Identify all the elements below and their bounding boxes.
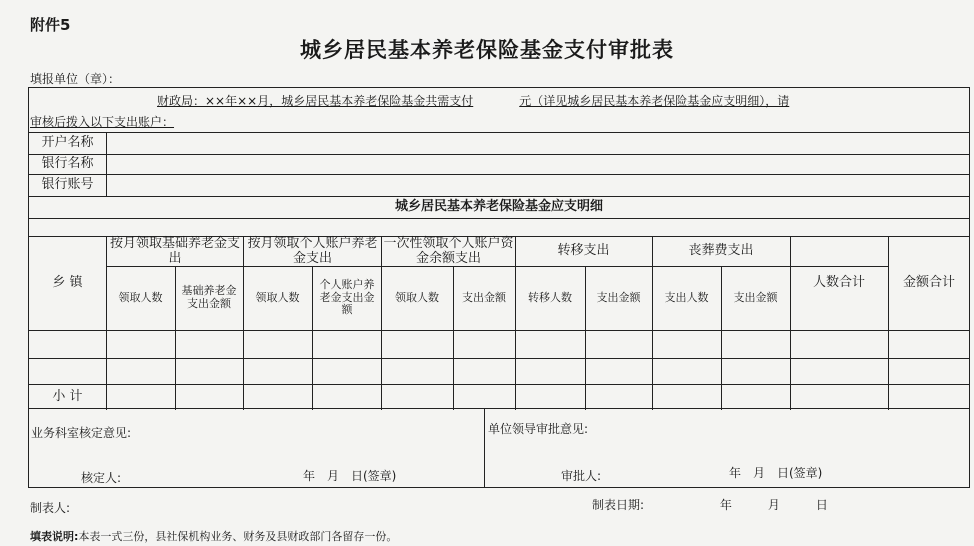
form-date-label: 制表日期: bbox=[592, 498, 645, 512]
town-column-header: 乡 镇 bbox=[52, 274, 83, 290]
sub-header-transfer-people: 转移人数 bbox=[528, 290, 572, 304]
notice-line-1 bbox=[157, 92, 789, 109]
notice-line-2: 审核后拨入以下支出账户： bbox=[30, 115, 175, 129]
funeral-header: 丧葬费支出 bbox=[688, 242, 754, 258]
form-date-value: 年 月 日 bbox=[719, 498, 828, 512]
fill-instructions bbox=[30, 528, 397, 544]
sub-header-personal-amount: 个人账户养老金支出金额 bbox=[319, 278, 375, 317]
total-people-header: 人数合计 bbox=[812, 274, 865, 290]
fill-instructions-text: 本表一式三份，县社保机构业务、财务及县财政部门各留存一份。 bbox=[78, 530, 398, 543]
notice-line-1-text: 财政局：××年××月，城乡居民基本养老保险基金共需支付 bbox=[157, 94, 474, 108]
monthly-basic-header: 按月领取基础养老金支出 bbox=[109, 235, 240, 266]
form-title: 城乡居民基本养老保险基金支付审批表 bbox=[300, 38, 674, 62]
verifier-label: 核定人: bbox=[81, 471, 122, 485]
form-date bbox=[592, 496, 828, 513]
approver-label: 审批人: bbox=[561, 469, 602, 483]
sub-header-transfer-amount: 支出金额 bbox=[596, 290, 641, 304]
bank-account-label: 银行账号 bbox=[41, 176, 94, 192]
detail-section-title: 城乡居民基本养老保险基金应支明细 bbox=[394, 198, 603, 214]
lump-sum-header: 一次性领取个人账户资金余额支出 bbox=[383, 235, 514, 266]
filler-unit-label: 填报单位（章）： bbox=[30, 72, 121, 86]
sub-header-lump-amount: 支出金额 bbox=[462, 290, 506, 304]
leader-opinion-label: 单位领导审批意见: bbox=[488, 422, 589, 436]
sub-header-recipients-2: 领取人数 bbox=[255, 290, 300, 304]
sub-header-recipients-3: 领取人数 bbox=[395, 290, 439, 304]
sub-header-recipients: 领取人数 bbox=[118, 290, 163, 304]
notice-line-1-tail: 元（详见城乡居民基本养老保险基金应支明细），请 bbox=[519, 94, 790, 108]
sub-header-basic-amount: 基础养老金支出金额 bbox=[181, 284, 237, 310]
dept-opinion-label: 业务科室核定意见: bbox=[31, 426, 132, 440]
account-name-label: 开户名称 bbox=[41, 134, 94, 150]
verifier-date: 年 月 日(签章) bbox=[303, 469, 397, 483]
total-amount-header: 金额合计 bbox=[902, 274, 955, 290]
approver-date: 年 月 日(签章) bbox=[729, 466, 823, 480]
approval-form-table bbox=[28, 87, 970, 409]
bank-name-label: 银行名称 bbox=[41, 155, 94, 171]
fill-instructions-label: 填表说明: bbox=[30, 530, 79, 543]
monthly-personal-header: 按月领取个人账户养老金支出 bbox=[247, 235, 378, 266]
sub-header-funeral-amount: 支出金额 bbox=[733, 290, 778, 304]
attachment-label: 附件5 bbox=[30, 16, 71, 34]
form-maker-label: 制表人: bbox=[30, 501, 71, 515]
subtotal-label: 小 计 bbox=[52, 388, 83, 404]
approval-section bbox=[28, 409, 970, 488]
sub-header-funeral-people: 支出人数 bbox=[664, 290, 709, 304]
transfer-header: 转移支出 bbox=[557, 242, 610, 258]
